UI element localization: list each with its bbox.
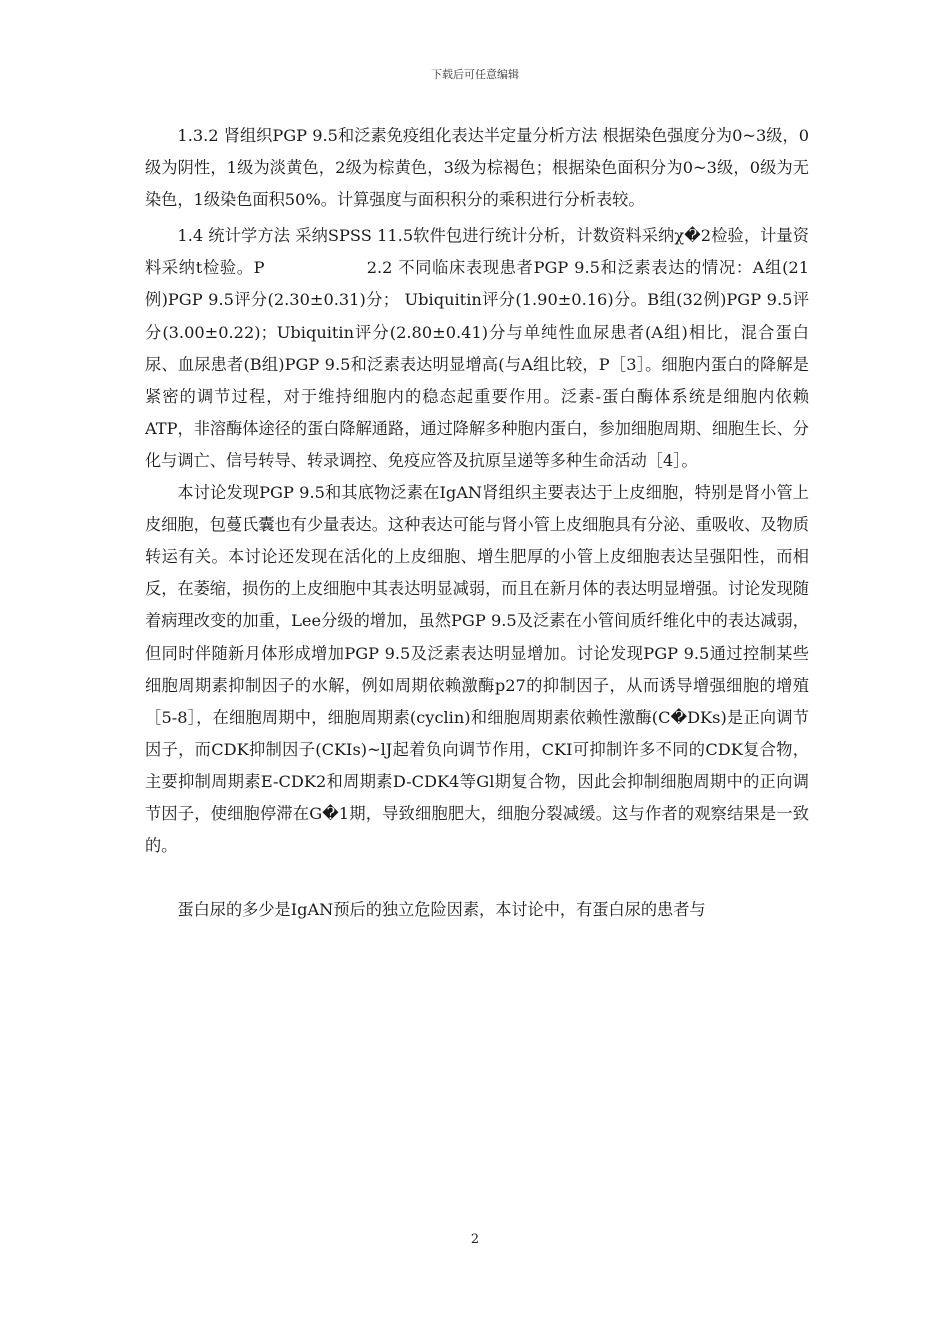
document-body <box>145 120 809 926</box>
page-number: 2 <box>470 1232 480 1247</box>
page-header: 下载后可任意编辑 <box>431 68 519 81</box>
paragraph-discussion: 本讨论发现PGP 9.5和其底物泛素在IgAN肾组织主要表达于上皮细胞，特别是肾小管上皮细胞，包蔓氏囊也有少量表达。这种表达可能与肾小管上皮细胞具有分泌、重吸收、及物质转运有关。本讨论还发现在活化的上皮细胞、增生肥厚的小管上皮细胞表达呈强阳性，而相反，在萎缩，损伤的上皮细胞中其表达明显减弱，而且在新月体的表达明显增强。讨论发现随着病理改变的加重，Lee分级的增加，虽然PGP 9.5及泛素在小管间质纤维化中的表达减弱，但同时伴随新月体形成增加PGP 9.5及泛素表达明显增加。讨论发现PGP 9.5通过控制某些细胞周期素抑制因子的水解，例如周期依赖激酶p27的抑制因子，从而诱导增强细胞的增殖［5-8］，在细胞周期中，细胞周期素(cyclin)和细胞周期素依赖性激酶(C�DKs)是正向调节因子，而CDK抑制因子(CKIs)~lJ起着负向调节作用，CKI可抑制许多不同的CDK复合物，主要抑制周期素E-CDK2和周期素D-CDK4等Gl期复合物，因此会抑制细胞周期中的正向调节因子，使细胞停滞在G�1期，导致细胞肥大，细胞分裂减缓。这与作者的观察结果是一致的。 <box>145 483 809 856</box>
paragraph-proteinuria: 蛋白尿的多少是IgAN预后的独立危险因素，本讨论中，有蛋白尿的患者与 <box>177 900 706 920</box>
paragraph-method: 1.3.2 肾组织PGP 9.5和泛素免疫组化表达半定量分析方法 根据染色强度分为0~3级，0级为阴性，1级为淡黄色，2级为棕黄色，3级为棕褐色；根据染色面积分为0~3级，0级为无染色，1级染色面积50%。计算强度与面积积分的乘积进行分析表较。 <box>145 126 809 210</box>
paragraph-statistics: 1.4 统计学方法 采纳SPSS 11.5软件包进行统计分析，计数资料采纳χ�2检验，计量资料采纳t检验。P 2.2 不同临床表现患者PGP 9.5和泛素表达的情况：A组(21例)PGP 9.5评分(2.30±0.31)分； Ubiquitin评分(1.90±0.16)分。B组(32例)PGP 9.5评分(3.00±0.22)；Ubiquitin评分(2.80±0.41)分与单纯性血尿患者(A组)相比，混合蛋白尿、血尿患者(B组)PGP 9.5和泛素表达明显增高(与A组比较，P［3］。细胞内蛋白的降解是紧密的调节过程，对于维持细胞内的稳态起重要作用。泛素-蛋白酶体系统是细胞内依赖ATP，非溶酶体途径的蛋白降解通路，通过降解多种胞内蛋白，参加细胞周期、细胞生长、分化与调亡、信号转导、转录调控、免疫应答及抗原呈递等多种生命活动［4］。 <box>145 226 809 470</box>
